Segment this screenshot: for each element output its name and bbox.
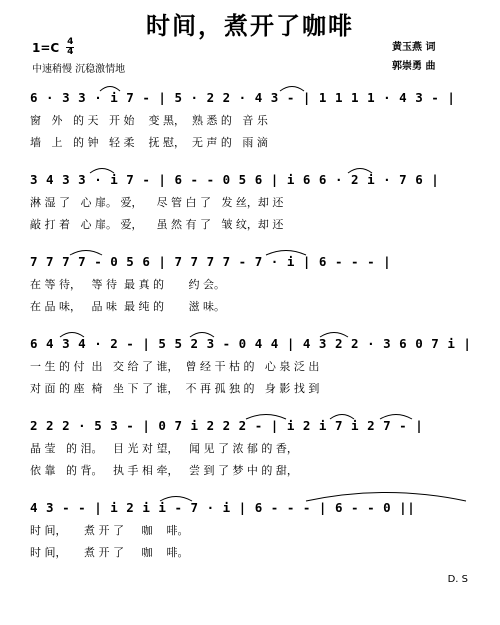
notation-line: 2 2 2 · 5 3 - | 0 7 i 2 2 2 - | i 2 i 7 i 2 7 - | <box>30 418 424 433</box>
composer-credit: 郭崇勇 曲 <box>392 61 436 72</box>
key-signature <box>32 38 74 57</box>
lyrics-verse-2: 敲 打 着 心 扉。 爱， 虽 然 有 了 皱 纹，却 还 <box>30 218 284 231</box>
notation-line: 3 4 3 3 · i 7 - | 6 - - 0 5 6 | i 6 6 · 2 i · 7 6 | <box>30 172 440 187</box>
score-row-1 <box>30 80 470 162</box>
lyrics-verse-1: 在 等 待， 等 待 最 真 的 约 会。 <box>30 278 225 291</box>
time-sig-top: 4 <box>67 37 74 47</box>
lyrics-verse-1: 晶 莹 的 泪。 目 光 对 望， 闻 见 了 浓 郁 的 香， <box>30 442 298 455</box>
tempo-marking: 中速稍慢 沉稳激情地 <box>32 64 126 75</box>
lyrics-verse-2: 对 面 的 座 椅 坐 下 了 谁， 不 再 孤 独 的 身 影 找 到 <box>30 382 320 395</box>
lyrics-verse-1: 淋 湿 了 心 扉。 爱， 尽 管 白 了 发 丝，却 还 <box>30 196 284 209</box>
score-row-3 <box>30 244 470 326</box>
lyricist-credit: 黄玉燕 词 <box>392 42 436 53</box>
score-row-5 <box>30 408 470 490</box>
lyrics-verse-2: 时 间， 煮 开 了 咖 啡。 <box>30 546 189 559</box>
score-row-6 <box>30 490 470 572</box>
notation-line: 6 4 3 4 · 2 - | 5 5 2 3 - 0 4 4 | 4 3 2 2 · 3 6 0 7 i | <box>30 336 472 351</box>
lyrics-verse-2: 墙 上 的 钟 轻 柔 抚 慰， 无 声 的 雨 滴 <box>30 136 268 149</box>
lyrics-verse-1: 一 生 的 付 出 交 给 了 谁， 曾 经 干 枯 的 心 泉 泛 出 <box>30 360 320 373</box>
notation-line: 4 3 - - | i 2 i i - 7 · i | 6 - - - | 6 - - 0 || <box>30 500 416 515</box>
key-label: 1=C <box>32 40 60 55</box>
lyrics-verse-1: 时 间， 煮 开 了 咖 啡。 <box>30 524 189 537</box>
notation-line: 7 7 7 7 - 0 5 6 | 7 7 7 7 - 7 · i | 6 - - - | <box>30 254 392 269</box>
lyrics-verse-2: 在 品 味， 品 味 最 纯 的 滋 味。 <box>30 300 225 313</box>
lyrics-verse-2: 依 靠 的 背。 执 手 相 牵， 尝 到 了 梦 中 的 甜， <box>30 464 298 477</box>
notation-line: 6 · 3 3 · i 7 - | 5 · 2 2 · 4 3 - | 1 1 1 1 · 4 3 - | <box>30 90 456 105</box>
time-signature <box>66 38 74 57</box>
lyrics-verse-1: 窗 外 的 天 开 始 变 黑， 熟 悉 的 音 乐 <box>30 114 268 127</box>
score-row-2 <box>30 162 470 244</box>
dal-segno-marking: D. S <box>447 574 468 585</box>
song-title: 时间，煮开了咖啡 <box>146 12 354 40</box>
time-sig-bottom: 4 <box>67 47 74 57</box>
score-row-4 <box>30 326 470 408</box>
